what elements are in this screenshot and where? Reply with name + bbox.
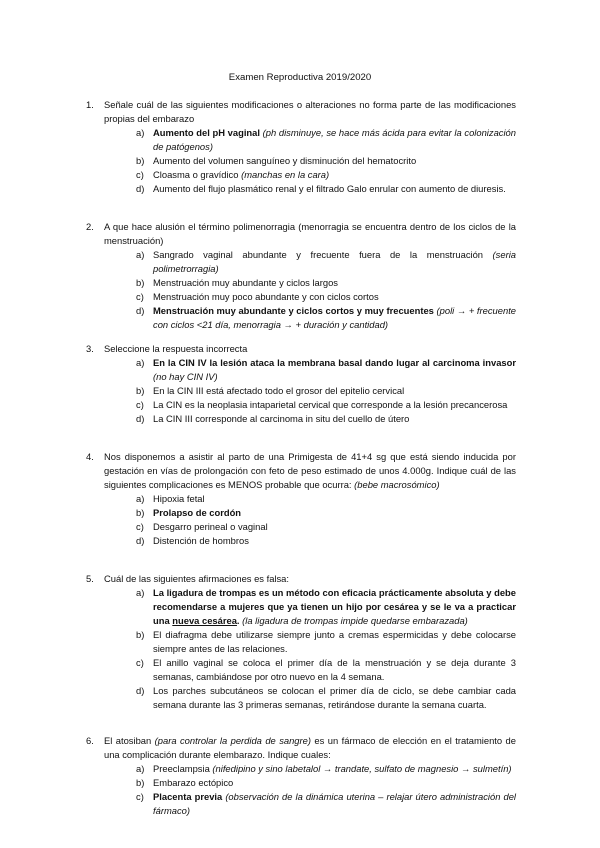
- option-note: (seria polimetrorragia): [153, 249, 516, 274]
- option-b: b) En la CIN III está afectado todo el grosor del epitelio cervical: [136, 385, 405, 396]
- option-text: Placenta previa: [153, 791, 223, 802]
- option-d: d) La CIN III corresponde al carcinoma in situ del cuello de útero: [136, 413, 410, 424]
- option-text: Menstruación muy poco abundante y con ciclos cortos: [153, 291, 379, 302]
- option-a: a) La ligadura de trompas es un método con eficacia prácticamente absoluta y debe recomendarse a mujeres que ya tienen un hijo por cesárea y se le va a practicar una nueva cesárea. (la ligadura de trompas impide quedarse embarazada): [136, 587, 516, 626]
- option-b: b) Menstruación muy abundante y ciclos largos: [136, 277, 338, 288]
- option-text: La CIN III corresponde al carcinoma in situ del cuello de útero: [153, 413, 410, 424]
- option-note: (nifedipino y sino labetalol → trandate, sulfato de magnesio → sulmetín): [212, 763, 512, 774]
- option-text: Menstruación muy abundante y ciclos cortos y muy frecuentes: [153, 305, 434, 316]
- option-a: a) Hipoxia fetal: [136, 493, 205, 504]
- option-text: Aumento del volumen sanguíneo y disminución del hematocrito: [153, 155, 417, 166]
- option-b: b) Aumento del volumen sanguíneo y disminución del hematocrito: [136, 155, 417, 166]
- option-text: Sangrado vaginal abundante y frecuente fuera de la menstruación: [153, 249, 484, 260]
- option-text: Cloasma o gravídico: [153, 169, 239, 180]
- question-3: [86, 342, 516, 426]
- option-c: c) El anillo vaginal se coloca el primer día de la menstruación y se deja durante 3 semanas, cambiándose por otro nuevo en la 4 semana.: [136, 657, 516, 682]
- option-c: c) Menstruación muy poco abundante y con ciclos cortos: [136, 291, 379, 302]
- question-5: [86, 572, 516, 712]
- option-d: d) Distención de hombros: [136, 535, 249, 546]
- option-text: Aumento del flujo plasmático renal y el filtrado Galo enrular con aumento de diuresis.: [153, 183, 506, 194]
- option-c: c) La CIN es la neoplasia intaparietal cervical que corresponde a la lesión precancerosa: [136, 399, 508, 410]
- option-a: a) En la CIN IV la lesión ataca la membrana basal dando lugar al carcinoma invasor (no hay CIN IV): [136, 357, 516, 382]
- question-4: [86, 450, 516, 548]
- option-text: Preeclampsia: [153, 763, 210, 774]
- option-note: (poli → + frecuente con ciclos <21 día, menorragia → + duración y cantidad): [153, 305, 517, 330]
- question-number: 2.: [86, 221, 94, 232]
- option-note: (manchas en la cara): [241, 169, 330, 180]
- option-d: d) Aumento del flujo plasmático renal y el filtrado Galo enrular con aumento de diuresis.: [136, 183, 506, 194]
- option-note: (la ligadura de trompas impide quedarse embarazada): [242, 615, 468, 626]
- option-text: Los parches subcutáneos se colocan el primer día de ciclo, se debe cambiar cada semana durante las 3 primeras semanas, retirándose durante la semana cuarta.: [153, 685, 516, 710]
- question-text: Nos disponemos a asistir al parto de una Primigesta de 41+4 sg que está siendo inducida por gestación en vías de prolongación con feto de peso estimado de unos 4.000g. Indique cuál de las siguientes complicaciones es MENOS probable que ocurra: (bebe macrosómico): [104, 451, 516, 490]
- option-a: a) Preeclampsia (nifedipino y sino labetalol → trandate, sulfato de magnesio → sulmetín): [136, 763, 512, 774]
- question-6: [86, 734, 516, 818]
- question-text: A que hace alusión el término polimenorragia (menorragia se encuentra dentro de los ciclos de la menstruación): [104, 221, 516, 246]
- option-text: Embarazo ectópico: [153, 777, 234, 788]
- option-b: b) El diafragma debe utilizarse siempre junto a cremas espermicidas y debe colocarse siempre antes de las relaciones.: [136, 629, 516, 654]
- option-text: La ligadura de trompas es un método con eficacia prácticamente absoluta y debe recomendarse a mujeres que ya tienen un hijo por cesárea y se le va a practicar una: [153, 587, 516, 626]
- question-number: 5.: [86, 573, 94, 584]
- question-text: Señale cuál de las siguientes modificaciones o alteraciones no forma parte de las modificaciones propias del embarazo: [104, 99, 516, 124]
- question-2: [86, 220, 517, 332]
- question-number: 1.: [86, 99, 94, 110]
- question-note: (bebe macrosómico): [354, 479, 440, 490]
- option-text: Desgarro perineal o vaginal: [153, 521, 268, 532]
- option-text: Prolapso de cordón: [153, 507, 242, 518]
- question-number: 6.: [86, 735, 94, 746]
- option-text: El anillo vaginal se coloca el primer día de la menstruación y se deja durante 3 semanas, cambiándose por otro nuevo en la 4 semana.: [153, 657, 516, 682]
- option-text: En la CIN IV la lesión ataca la membrana basal dando lugar al carcinoma invasor: [153, 357, 516, 368]
- option-c: c) Cloasma o gravídico (manchas en la cara): [136, 169, 330, 180]
- option-b: b) Prolapso de cordón: [136, 507, 242, 518]
- question-text: Seleccione la respuesta incorrecta: [104, 343, 248, 354]
- question-text: Cuál de las siguientes afirmaciones es falsa:: [104, 573, 289, 584]
- option-note: (observación de la dinámica uterina – relajar útero administración del fármaco): [153, 791, 516, 816]
- option-text: En la CIN III está afectado todo el grosor del epitelio cervical: [153, 385, 405, 396]
- option-text: El diafragma debe utilizarse siempre junto a cremas espermicidas y debe colocarse siempre antes de las relaciones.: [153, 629, 516, 654]
- option-note: (no hay CIN IV): [153, 371, 218, 382]
- option-d: d) Menstruación muy abundante y ciclos cortos y muy frecuentes (poli → + frecuente con ciclos <21 día, menorragia → + duración y cantidad): [136, 305, 517, 330]
- question-1: [86, 98, 516, 196]
- option-note: (ph disminuye, se hace más ácida para evitar la colonización de patógenos): [153, 127, 516, 152]
- option-c: c) Desgarro perineal o vaginal: [136, 521, 268, 532]
- option-text: Hipoxia fetal: [153, 493, 205, 504]
- question-number: 3.: [86, 343, 94, 354]
- option-a: a) Aumento del pH vaginal (ph disminuye, se hace más ácida para evitar la colonización de patógenos): [136, 127, 516, 152]
- option-text: Menstruación muy abundante y ciclos largos: [153, 277, 338, 288]
- option-text: La CIN es la neoplasia intaparietal cervical que corresponde a la lesión precancerosa: [153, 399, 508, 410]
- question-number: 4.: [86, 451, 94, 462]
- option-a: a) Sangrado vaginal abundante y frecuente fuera de la menstruación (seria polimetrorragia): [136, 249, 516, 274]
- option-text: Distención de hombros: [153, 535, 249, 546]
- option-c: c) Placenta previa (observación de la dinámica uterina – relajar útero administración del fármaco): [136, 791, 516, 816]
- option-b: b) Embarazo ectópico: [136, 777, 234, 788]
- option-underlined: nueva cesárea: [172, 615, 237, 626]
- question-text: El atosiban (para controlar la perdida de sangre) es un fármaco de elección en el tratamiento de una complicación durante elembarazo. Indique cuales:: [104, 735, 516, 760]
- question-note: (para controlar la perdida de sangre): [154, 735, 311, 746]
- option-d: d) Los parches subcutáneos se colocan el primer día de ciclo, se debe cambiar cada semana durante las 3 primeras semanas, retirándose durante la semana cuarta.: [136, 685, 516, 710]
- page-title: Examen Reproductiva 2019/2020: [228, 72, 372, 83]
- option-text: Aumento del pH vaginal: [153, 127, 260, 138]
